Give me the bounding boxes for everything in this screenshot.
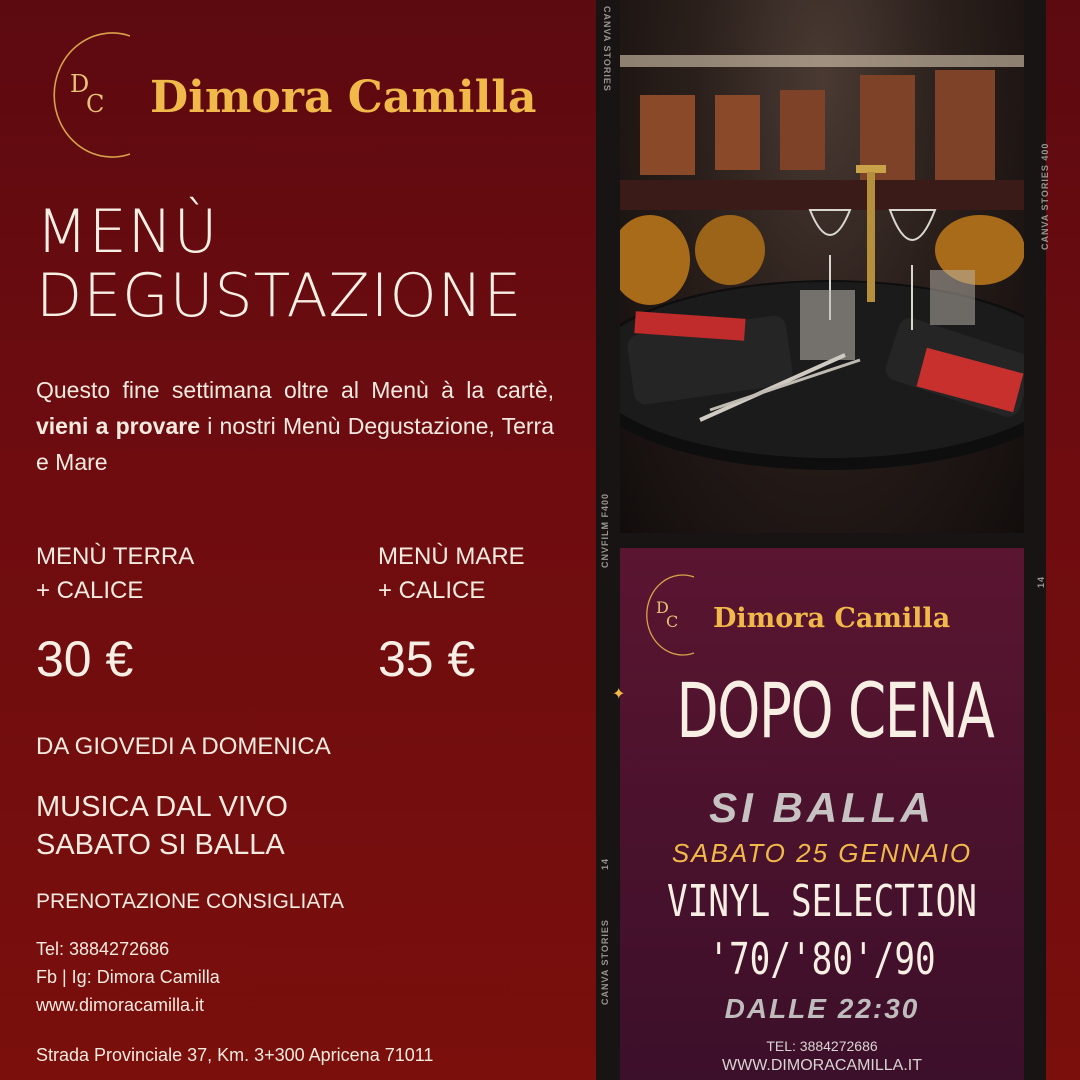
intro-part-1: Questo fine settimana oltre al Menù à la cartè, — [36, 377, 554, 403]
poster-web: WWW.DIMORACAMILLA.IT — [722, 1057, 922, 1074]
intro-text — [36, 372, 554, 480]
menu-terra-title: MENÙ TERRA — [36, 543, 195, 570]
poster-date: SABATO 25 GENNAIO — [671, 838, 973, 868]
menu-terra-extra: + CALICE — [36, 577, 144, 604]
contact-social: Fb | Ig: Dimora Camilla — [36, 967, 220, 987]
intro-bold: vieni a provare — [36, 413, 201, 439]
menu-mare — [378, 540, 525, 608]
title-line-1: MENÙ — [36, 197, 219, 267]
poster-brand: Dimora Camilla — [713, 603, 951, 634]
page-title — [36, 197, 523, 331]
intro-part-2: i nostri Menù Degustazione, Terra e Mare — [36, 413, 554, 475]
music-text — [36, 788, 288, 864]
menu-mare-extra: + CALICE — [378, 577, 486, 604]
monogram-logo-icon — [30, 30, 138, 160]
contact-web: www.dimoracamilla.it — [36, 995, 205, 1015]
poster-headline: DOPO CENA — [676, 666, 994, 755]
title-line-2: DEGUSTAZIONE — [36, 261, 523, 331]
sparkle-icon: ✦ — [612, 686, 626, 703]
film-label-bottom: CANVA STORIES — [600, 919, 610, 1005]
contact-info — [36, 935, 220, 1019]
music-line-1: MUSICA DAL VIVO — [36, 791, 288, 823]
svg-text:C: C — [86, 90, 105, 118]
menu-terra — [36, 540, 194, 608]
event-poster — [620, 548, 1024, 1080]
poster-decades: '70/'80'/90 — [708, 934, 936, 985]
poster-vinyl: VINYL SELECTION — [667, 876, 977, 927]
svg-text:D: D — [656, 598, 669, 617]
film-label-num-left: 14 — [600, 857, 610, 870]
address-text: Strada Provinciale 37, Km. 3+300 Apricena 71011 — [36, 1045, 434, 1065]
restaurant-photo — [620, 0, 1024, 533]
poster-subheadline: SI BALLA — [709, 784, 935, 831]
poster-tel: TEL: 3884272686 — [766, 1038, 878, 1054]
contact-tel: Tel: 3884272686 — [36, 939, 170, 959]
svg-text:D: D — [70, 70, 90, 98]
menu-terra-price: 30 € — [36, 631, 134, 687]
restaurant-scene-icon — [620, 0, 1024, 533]
music-line-2: SABATO SI BALLA — [36, 829, 285, 861]
film-label-num-right: 14 — [1036, 575, 1046, 588]
menu-mare-price: 35 € — [378, 631, 476, 687]
menu-mare-title: MENÙ MARE — [378, 543, 525, 570]
film-label-cnvfilm: CNVFILM F400 — [600, 492, 610, 568]
poster-monogram-icon — [632, 573, 698, 657]
schedule-text: DA GIOVEDI A DOMENICA — [36, 733, 331, 760]
poster-time: DALLE 22:30 — [724, 993, 920, 1024]
brand-name: Dimora Camilla — [150, 72, 537, 123]
booking-note: PRENOTAZIONE CONSIGLIATA — [36, 890, 345, 913]
svg-text:C: C — [666, 612, 679, 631]
film-label-stories400: CANVA STORIES 400 — [1040, 142, 1050, 250]
film-label-top: CANVA STORIES — [602, 6, 612, 92]
